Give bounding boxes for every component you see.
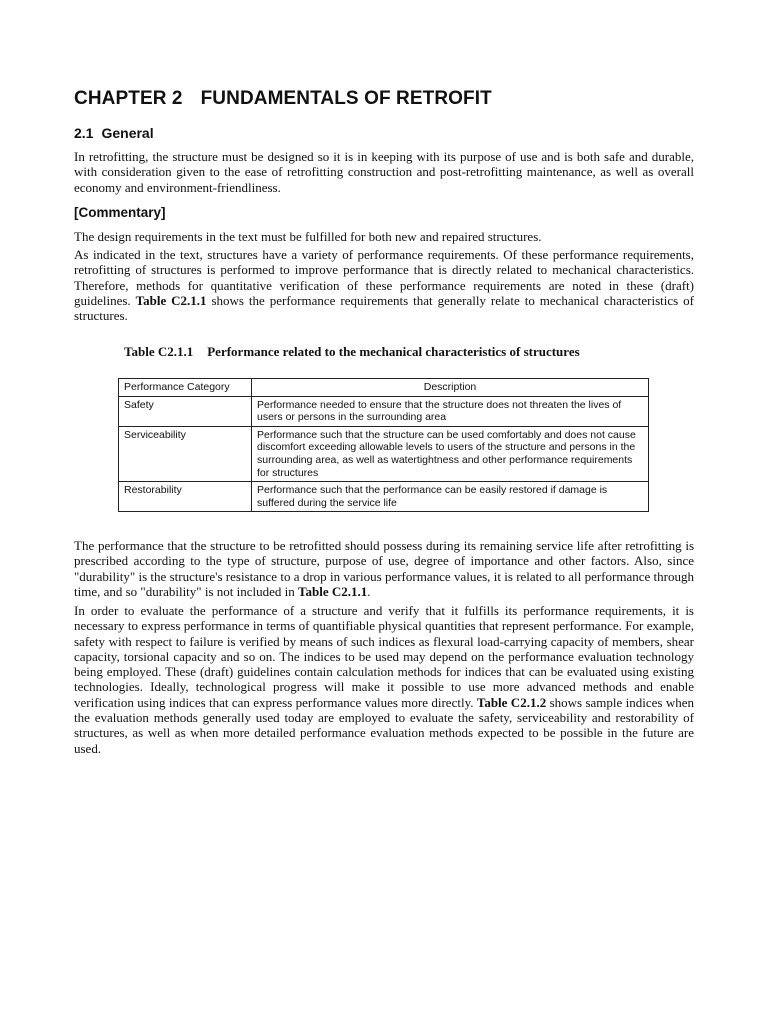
body-paragraph-2 bbox=[74, 603, 694, 756]
commentary-paragraph-2-tail: shows the performance requirements that generally relate to mechanical characteristics of structures. bbox=[74, 292, 694, 324]
table-reference: Table C2.1.2 bbox=[476, 694, 547, 710]
commentary-paragraph-2 bbox=[74, 247, 694, 323]
body-paragraph-2-tail: shows sample indices when the evaluation methods generally used today are employed to evaluate the safety, serviceability and restorability of structures, as well as when more detailed performance evaluation methods expected to be possible in the future are used. bbox=[74, 694, 694, 756]
commentary-heading: [Commentary] bbox=[74, 205, 166, 220]
body-paragraph-1-tail: . bbox=[367, 583, 371, 599]
body-paragraph-2-text: In order to evaluate the performance of a structure and verify that it fulfills its performance requirements, it is necessary to express performance in terms of quantifiable physical quantities that represent performance. For example, safety with respect to failure is verified by means of such indices as flexural load-carrying capacity of members, shear capacity, torsional capacity and so on. The indices to be used may depend on the performance evaluation technology being employed. These (draft) guidelines contain calculation methods for indices that can be evaluated using existing technologies. Ideally, technological progress will make it possible to use more advanced methods and enable verification using indices that can express performance values more directly. bbox=[74, 603, 694, 710]
table-cell-description: Performance such that the performance can be easily restored if damage is suffered during the service life bbox=[252, 482, 649, 512]
table-header-category: Performance Category bbox=[119, 379, 252, 397]
table-cell-category: Serviceability bbox=[119, 426, 252, 481]
table-header-description: Description bbox=[252, 379, 649, 397]
section-name: General bbox=[101, 125, 154, 141]
table-cell-description: Performance needed to ensure that the structure does not threaten the lives of users or persons in the surrounding area bbox=[252, 396, 649, 426]
table-number: Table C2.1.1 bbox=[124, 344, 194, 359]
chapter-name: FUNDAMENTALS OF RETROFIT bbox=[200, 88, 492, 109]
table-header-row bbox=[119, 379, 649, 397]
body-paragraph-1-text: The performance that the structure to be retrofitted should possess during its remaining service life after retrofitting is prescribed according to the type of structure, purpose of use, degree of importance and other factors. Also, since "durability" is the structure's resistance to a drop in various performance values, it is related to all performance through time, and so "durability" is not included in bbox=[74, 538, 694, 599]
table-reference: Table C2.1.1 bbox=[298, 583, 368, 599]
chapter-title bbox=[74, 88, 492, 110]
table-caption-text: Performance related to the mechanical characteristics of structures bbox=[207, 344, 580, 359]
commentary-paragraph-2-text: As indicated in the text, structures have a variety of performance requirements. Of these performance requirements, retrofitting of structures is performed to improve performance that is directly related to mechanical characteristics. Therefore, methods for quantitative verification of these performance requirements are noted in these (draft) guidelines. bbox=[74, 247, 694, 308]
table-cell-description: Performance such that the structure can be used comfortably and does not cause discomfort exceeding allowable levels to users of the structure and persons in the surrounding area, as well as watertightness and other performance requirements for structures bbox=[252, 426, 649, 481]
performance-table bbox=[118, 378, 649, 512]
table-row bbox=[119, 482, 649, 512]
general-paragraph: In retrofitting, the structure must be designed so it is in keeping with its purpose of use and is both safe and durable, with consideration given to the ease of retrofitting construction and post-retrofitting maintenance, as well as overall economy and environment-friendliness. bbox=[74, 149, 694, 195]
table-caption bbox=[124, 344, 580, 360]
section-number: 2.1 bbox=[74, 125, 94, 141]
table-cell-category: Safety bbox=[119, 396, 252, 426]
body-paragraph-1 bbox=[74, 538, 694, 599]
table-cell-category: Restorability bbox=[119, 482, 252, 512]
table-row bbox=[119, 396, 649, 426]
table-row bbox=[119, 426, 649, 481]
table-reference: Table C2.1.1 bbox=[135, 292, 207, 308]
section-title bbox=[74, 125, 154, 141]
chapter-number: CHAPTER 2 bbox=[74, 88, 183, 109]
commentary-paragraph-1: The design requirements in the text must be fulfilled for both new and repaired structures. bbox=[74, 229, 542, 244]
